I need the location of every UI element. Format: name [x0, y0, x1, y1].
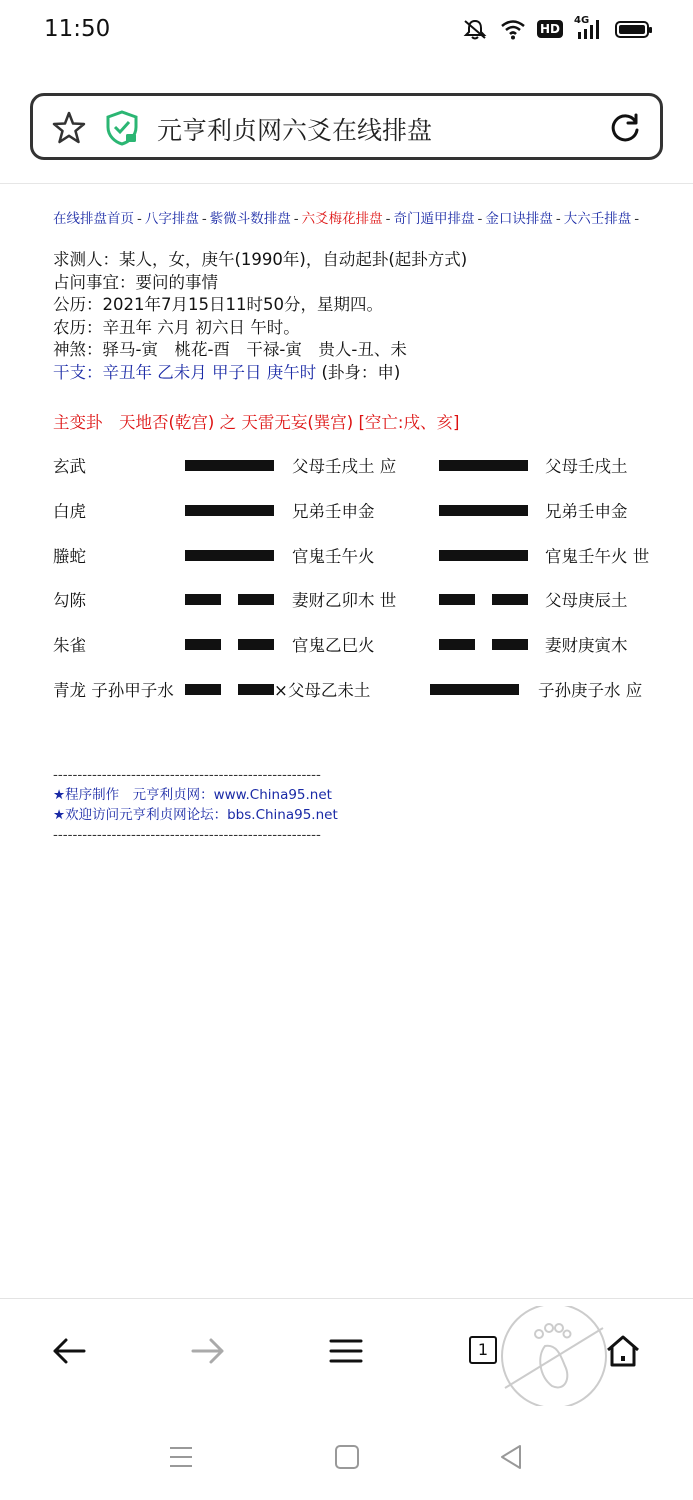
network-type: 4G [574, 15, 590, 26]
site-nav [53, 207, 642, 227]
changed-gua-yin-line [439, 639, 528, 650]
main-gua-line-label: 兄弟壬申金 [292, 502, 375, 521]
changed-gua-line-label: 妻财庚寅木 [545, 636, 628, 655]
lunar-date-line: 农历：辛丑年 六月 初六日 午时。 [53, 317, 300, 337]
hexagram-row [53, 498, 673, 522]
gua-shen-text: (卦身：申) [316, 362, 401, 382]
footprint-icon [497, 1306, 611, 1406]
nav-separator: - [634, 211, 640, 227]
nav-link-liuyao[interactable]: 六爻梅花排盘 [301, 211, 383, 227]
status-time: 11:50 [44, 16, 111, 42]
main-gua-yang-line [185, 505, 274, 516]
nav-separator: - [477, 211, 483, 227]
battery-icon [615, 21, 649, 38]
main-gua-line-label: 父母壬戌土 应 [292, 457, 397, 476]
six-god-label: 朱雀 [53, 636, 86, 655]
six-god-label: 勾陈 [53, 591, 86, 610]
header-divider [0, 183, 693, 184]
nav-link-bazi[interactable]: 八字排盘 [144, 211, 199, 227]
main-gua-yin-line [185, 684, 274, 695]
changed-gua-yang-line [439, 505, 528, 516]
main-gua-yin-line [185, 639, 274, 650]
home-icon[interactable] [604, 1333, 642, 1369]
main-gua-yang-line [185, 550, 274, 561]
changed-gua-yang-line [430, 684, 519, 695]
main-gua-yin-line [185, 594, 274, 605]
nav-separator: - [293, 211, 299, 227]
querent-line: 求测人：某人，女，庚午(1990年)，自动起卦(起卦方式) [53, 250, 468, 269]
changed-gua-yang-line [439, 460, 528, 471]
matter-line: 占问事宜：要问的事情 [53, 272, 218, 292]
home-square-icon[interactable] [334, 1442, 360, 1472]
hexagram-row [53, 677, 673, 701]
changed-gua-yang-line [439, 550, 528, 561]
nav-link-home[interactable]: 在线排盘首页 [53, 211, 134, 227]
nav-link-ziwei[interactable]: 紫微斗数排盘 [209, 211, 291, 227]
shensha-line: 神煞：驿马-寅 桃花-酉 干禄-寅 贵人-丑、未 [53, 340, 407, 359]
status-icons [461, 15, 649, 40]
signal-icon [574, 15, 604, 40]
status-bar [0, 0, 693, 62]
recent-apps-icon[interactable] [168, 1442, 194, 1472]
tabs-icon[interactable]: 1 [469, 1336, 497, 1364]
hexagram-row [53, 632, 673, 656]
wifi-icon [500, 18, 526, 40]
nav-separator: - [385, 211, 391, 227]
footer [53, 765, 338, 845]
six-god-label: 白虎 [53, 502, 86, 521]
six-god-label: 螣蛇 [53, 547, 86, 566]
ganzhi-text: 干支：辛丑年 乙未月 甲子日 庚午时 [53, 362, 317, 382]
six-god-label: 玄武 [53, 457, 86, 476]
footer-divider: ------------------------------------------------------- [53, 767, 321, 783]
changed-gua-line-label: 父母庚辰土 [545, 591, 628, 610]
divination-info [53, 249, 467, 384]
footer-credit[interactable]: ★程序制作 元亨利贞网：www.China95.net [53, 787, 332, 803]
bell-mute-icon [461, 18, 489, 40]
hd-icon: HD [537, 20, 563, 38]
page-title[interactable]: 元亨利贞网六爻在线排盘 [157, 116, 433, 145]
gua-header: 主变卦 天地否(乾宫) 之 天雷无妄(巽宫) [空亡:戌、亥] [53, 413, 460, 432]
toolbar-divider [0, 1298, 693, 1299]
changed-gua-line-label: 兄弟壬申金 [545, 502, 628, 521]
main-gua-line-label: 官鬼乙巳火 [292, 636, 375, 655]
six-god-label: 青龙 子孙甲子水 [53, 681, 174, 700]
ganzhi-line [53, 362, 467, 385]
reload-icon[interactable] [608, 110, 642, 146]
main-gua-line-label: 官鬼壬午火 [292, 547, 375, 566]
menu-icon[interactable] [328, 1333, 364, 1369]
footer-forum[interactable]: ★欢迎访问元亨利贞网论坛：bbs.China95.net [53, 807, 338, 823]
back-icon[interactable] [50, 1333, 88, 1369]
changed-gua-line-label: 子孙庚子水 应 [538, 681, 643, 700]
footer-divider: ------------------------------------------------------- [53, 827, 321, 843]
hexagram-row [53, 587, 673, 611]
changed-gua-yin-line [439, 594, 528, 605]
changed-gua-line-label: 官鬼壬午火 世 [545, 547, 650, 566]
main-gua-line-label: ×父母乙未土 [274, 681, 371, 700]
main-gua-yang-line [185, 460, 274, 471]
back-triangle-icon[interactable] [498, 1442, 524, 1472]
nav-separator: - [201, 211, 207, 227]
hexagram-row [53, 543, 673, 567]
changed-gua-line-label: 父母壬戌土 [545, 457, 628, 476]
solar-date-line: 公历：2021年7月15日11时50分，星期四。 [53, 295, 383, 314]
nav-separator: - [555, 211, 561, 227]
star-icon[interactable] [51, 110, 87, 146]
forward-icon[interactable] [189, 1333, 227, 1369]
nav-link-qimen[interactable]: 奇门遁甲排盘 [393, 211, 475, 227]
hexagram-row [53, 453, 673, 477]
nav-link-jinkou[interactable]: 金口诀排盘 [485, 211, 553, 227]
main-gua-line-label: 妻财乙卯木 世 [292, 591, 397, 610]
nav-separator: - [137, 211, 142, 227]
nav-link-daliuren[interactable]: 大六壬排盘 [563, 211, 632, 227]
shield-check-icon [105, 110, 139, 146]
address-bar[interactable] [30, 93, 663, 160]
